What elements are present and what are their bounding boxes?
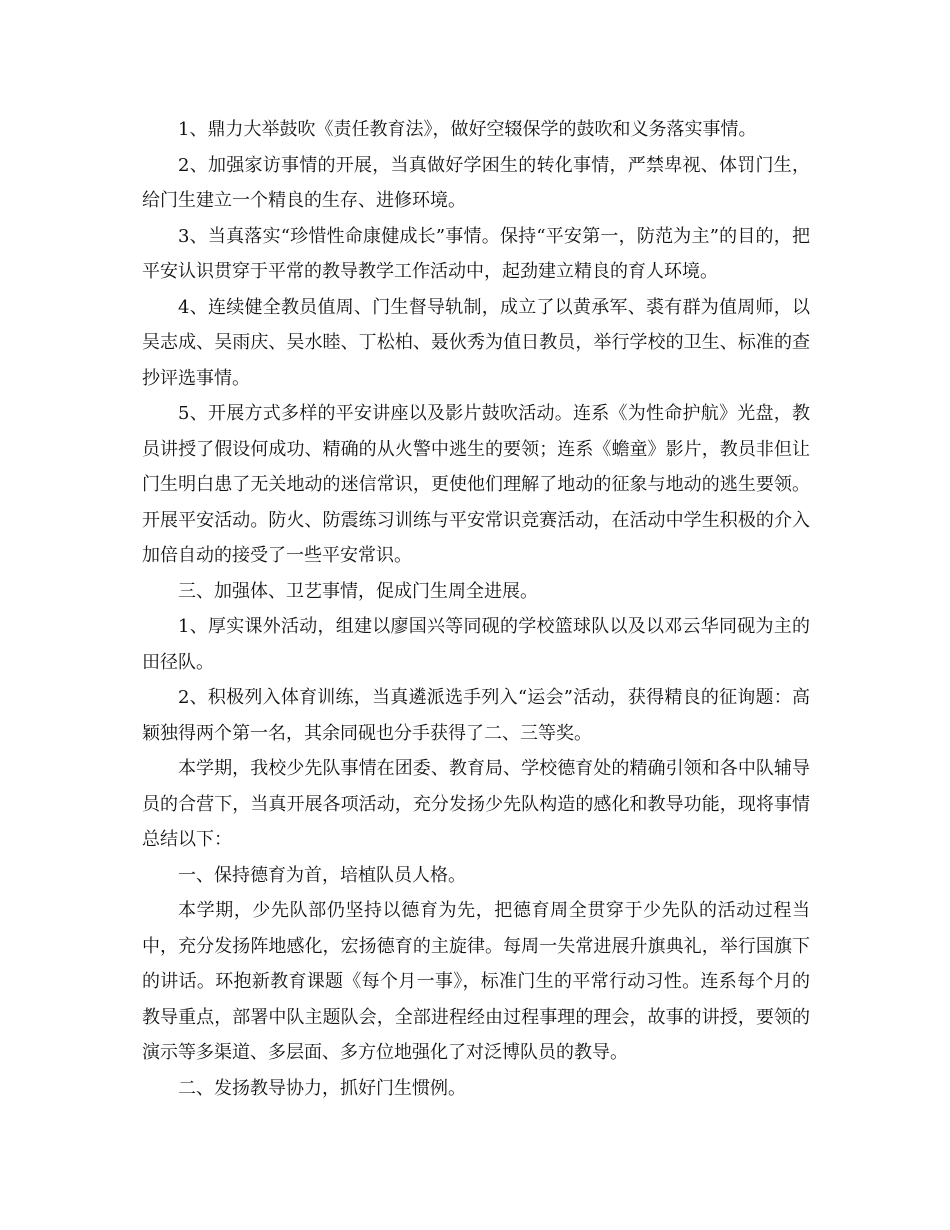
paragraph: 3、当真落实“珍惜性命康健成长”事情。保持“平安第一，防范为主”的目的，把平安认识贯穿于平常的教导教学工作活动中，起劲建立精良的育人环境。 xyxy=(142,225,810,282)
paragraph: 4、连续健全教员值周、门生督导轨制，成立了以黄承军、裘有群为值周师，以吴志成、吴雨庆、吴水睦、丁松柏、聂伙秀为值日教员，举行学校的卫生、标准的查抄评选事情。 xyxy=(142,296,810,389)
section-heading: 三、加强体、卫艺事情，促成门生周全进展。 xyxy=(178,580,538,602)
paragraph: 2、加强家访事情的开展，当真做好学困生的转化事情，严禁卑视、体罚门生，给门生建立一个精良的生存、进修环境。 xyxy=(142,154,810,211)
paragraph: 本学期，我校少先队事情在团委、教育局、学校德育处的精确引领和各中队辅导员的合营下，当真开展各项活动，充分发扬少先队构造的感化和教导功能，现将事情总结以下： xyxy=(142,758,810,850)
section-heading: 二、发扬教导协力，抓好门生惯例。 xyxy=(178,1077,466,1099)
paragraph: 2、积极列入体育训练，当真遴派选手列入“运会”活动，获得精良的征询题：高颖独得两个第一名，其余同砚也分手获得了二、三等奖。 xyxy=(142,687,810,744)
paragraph: 1、厚实课外活动，组建以廖国兴等同砚的学校篮球队以及以邓云华同砚为主的田径队。 xyxy=(142,616,810,673)
paragraph: 本学期，少先队部仍坚持以德育为先，把德育周全贯穿于少先队的活动过程当中，充分发扬阵地感化，宏扬德育的主旋律。每周一失常进展升旗典礼，举行国旗下的讲话。环抱新教育课题《每个月一事》，标准门生的平常行动习性。连系每个月的教导重点，部署中队主题队会，全部进程经由过程事理的理会，故事的讲授，要领的演示等多渠道、多层面、多方位地强化了对泛博队员的教导。 xyxy=(142,900,810,1063)
paragraph: 5、开展方式多样的平安讲座以及影片鼓吹活动。连系《为性命护航》光盘，教员讲授了假设何成功、精确的从火警中逃生的要领；连系《蟾童》影片，教员非但让门生明白患了无关地动的迷信常识，更使他们理解了地动的征象与地动的逃生要领。开展平安活动。防火、防震练习训练与平安常识竞赛活动，在活动中学生积极的介入加倍自动的接受了一些平安常识。 xyxy=(142,403,810,566)
document-body xyxy=(142,112,810,1106)
section-heading: 一、保持德育为首，培植队员人格。 xyxy=(178,864,466,886)
paragraph: 1、鼎力大举鼓吹《责任教育法》，做好空辍保学的鼓吹和义务落实事情。 xyxy=(178,119,757,140)
